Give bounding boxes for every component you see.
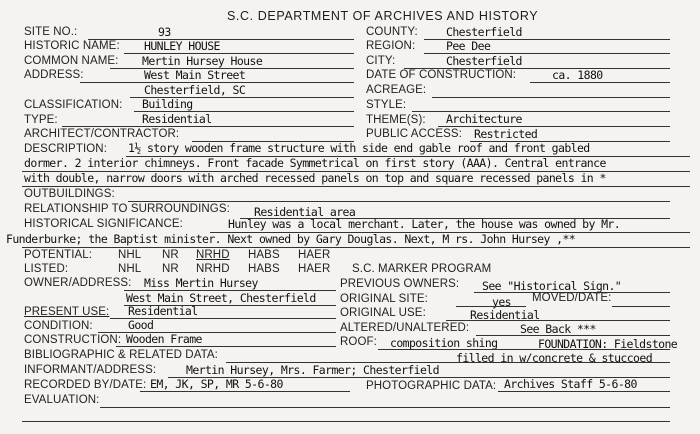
public-access-value: Restricted xyxy=(474,127,538,141)
significance-line1: Hunley was a local merchant. Later, the house was owned by Mr. xyxy=(228,217,621,231)
bibliographic-label: BIBLIOGRAPHIC & RELATED DATA: xyxy=(24,349,218,361)
listed-nhl: NHL xyxy=(118,263,142,275)
themes-label: THEME(S): xyxy=(366,114,426,126)
outbuildings-line xyxy=(128,201,670,202)
construction-line xyxy=(116,346,336,347)
photographic-data-label: PHOTOGRAPHIC DATA: xyxy=(366,380,497,392)
roof-line xyxy=(378,349,670,350)
altered-label: ALTERED/UNALTERED: xyxy=(340,322,470,334)
acreage-label: ACREAGE: xyxy=(366,84,427,96)
condition-value: Good xyxy=(128,318,154,332)
listed-habs: HABS xyxy=(248,263,280,275)
roof-value: composition shing xyxy=(390,336,498,350)
description-label: DESCRIPTION: xyxy=(24,143,107,155)
evaluation-line xyxy=(100,407,670,408)
form-header: S.C. DEPARTMENT OF ARCHIVES AND HISTORY xyxy=(227,9,539,23)
site-no-line xyxy=(88,39,354,40)
original-use-label: ORIGINAL USE: xyxy=(340,307,426,319)
outbuildings-label: OUTBUILDINGS: xyxy=(24,188,115,200)
acreage-line xyxy=(432,97,670,98)
informant-label: INFORMANT/ADDRESS: xyxy=(24,364,157,376)
owner-address-label: OWNER/ADDRESS: xyxy=(24,277,132,289)
site-no-value: 93 xyxy=(158,25,171,39)
owner-line2-value: West Main Street, Chesterfield xyxy=(126,291,316,305)
construction-value: Wooden Frame xyxy=(126,332,202,346)
moved-date-label: MOVED/DATE: xyxy=(532,292,612,304)
original-site-label: ORIGINAL SITE: xyxy=(340,293,428,305)
architect-label: ARCHITECT/CONTRACTOR: xyxy=(24,128,180,140)
significance-line2: Funderburke; the Baptist minister. Next owned by Gary Douglas. Next, M rs. John Hursey ,** xyxy=(6,232,576,246)
construction-label: CONSTRUCTION: xyxy=(24,334,122,346)
address-label: ADDRESS: xyxy=(24,69,84,81)
listed-nr: NR xyxy=(162,263,179,275)
significance-rule2 xyxy=(22,247,690,248)
classification-value: Building xyxy=(142,97,193,111)
present-use-label: PRESENT USE: xyxy=(24,306,110,318)
listed-haer: HAER xyxy=(298,263,331,275)
present-use-value: Residential xyxy=(128,304,198,318)
site-no-label: SITE NO.: xyxy=(24,26,78,38)
common-name-value: Mertin Hursey House xyxy=(142,54,263,68)
listed-nrhd: NRHD xyxy=(196,263,230,275)
potential-haer: HAER xyxy=(298,249,331,261)
condition-label: CONDITION: xyxy=(24,320,93,332)
foundation-value: FOUNDATION: Fieldstone xyxy=(538,337,678,351)
date-of-construction-line xyxy=(530,82,670,83)
owner-line1-value: Miss Mertin Hursey xyxy=(144,276,258,290)
sc-marker-label: S.C. MARKER PROGRAM xyxy=(352,263,492,275)
themes-line xyxy=(438,126,670,127)
original-site-line xyxy=(456,306,526,307)
address-line2-value: Chesterfield, SC xyxy=(144,83,246,97)
potential-nhl: NHL xyxy=(118,249,142,261)
moved-date-line xyxy=(612,306,670,307)
date-of-construction-label: DATE OF CONSTRUCTION: xyxy=(366,69,517,81)
altered-value: See Back *** xyxy=(520,322,596,336)
photographic-data-value: Archives Staff 5-6-80 xyxy=(504,377,637,391)
date-of-construction-value: ca. 1880 xyxy=(552,68,603,82)
description-rule3 xyxy=(22,186,690,187)
listed-label: LISTED: xyxy=(24,263,69,275)
photographic-data-line xyxy=(498,391,670,392)
public-access-label: PUBLIC ACCESS: xyxy=(366,128,462,140)
type-line xyxy=(62,126,354,127)
historic-name-value: HUNLEY HOUSE xyxy=(144,39,220,53)
description-line2: dormer. 2 interior chimneys. Front facade Symmetrical on first story (AAA). Central entrance xyxy=(24,156,606,170)
city-value: Chesterfield xyxy=(446,54,522,68)
type-label: TYPE: xyxy=(24,114,58,126)
region-value: Pee Dee xyxy=(446,39,491,53)
historic-name-label: HISTORIC NAME: xyxy=(24,40,120,52)
relationship-label: RELATIONSHIP TO SURROUNDINGS: xyxy=(24,203,230,215)
previous-owners-value: See "Historical Sign." xyxy=(482,279,622,293)
potential-nr: NR xyxy=(162,249,179,261)
original-use-line xyxy=(446,320,670,321)
recorded-by-label: RECORDED BY/DATE: xyxy=(24,379,147,391)
potential-label: POTENTIAL: xyxy=(24,249,93,261)
altered-line xyxy=(476,335,670,336)
recorded-by-line xyxy=(140,391,350,392)
common-name-label: COMMON NAME: xyxy=(24,55,119,67)
evaluation-label: EVALUATION: xyxy=(24,394,100,406)
address-line1-value: West Main Street xyxy=(144,68,246,82)
evaluation-line2 xyxy=(22,421,670,422)
type-value: Residential xyxy=(142,112,212,126)
themes-value: Architecture xyxy=(446,112,522,126)
recorded-by-value: EM, JK, SP, MR 5-6-80 xyxy=(150,377,283,391)
county-label: COUNTY: xyxy=(366,26,418,38)
foundation-line2: filled in w/concrete & stuccoed xyxy=(456,351,653,365)
classification-label: CLASSIFICATION: xyxy=(24,99,123,111)
potential-habs: HABS xyxy=(248,249,280,261)
region-label: REGION: xyxy=(366,40,416,52)
original-site-value: yes xyxy=(492,295,511,309)
roof-label: ROOF: xyxy=(340,336,377,348)
informant-value: Mertin Hursey, Mrs. Farmer; Chesterfield xyxy=(186,363,439,377)
city-label: CITY: xyxy=(366,55,396,67)
county-value: Chesterfield xyxy=(446,25,522,39)
previous-owners-label: PREVIOUS OWNERS: xyxy=(340,278,460,290)
potential-nrhd: NRHD xyxy=(196,249,230,261)
style-label: STYLE: xyxy=(366,99,407,111)
original-use-value: Residential xyxy=(470,308,540,322)
relationship-value: Residential area xyxy=(254,205,356,219)
historical-significance-label: HISTORICAL SIGNIFICANCE: xyxy=(24,218,183,230)
description-line3: with double, narrow doors with arched recessed panels on top and square recessed panels in * xyxy=(24,171,606,185)
description-line1: 1½ story wooden frame structure with side end gable roof and front gabled xyxy=(128,141,590,155)
